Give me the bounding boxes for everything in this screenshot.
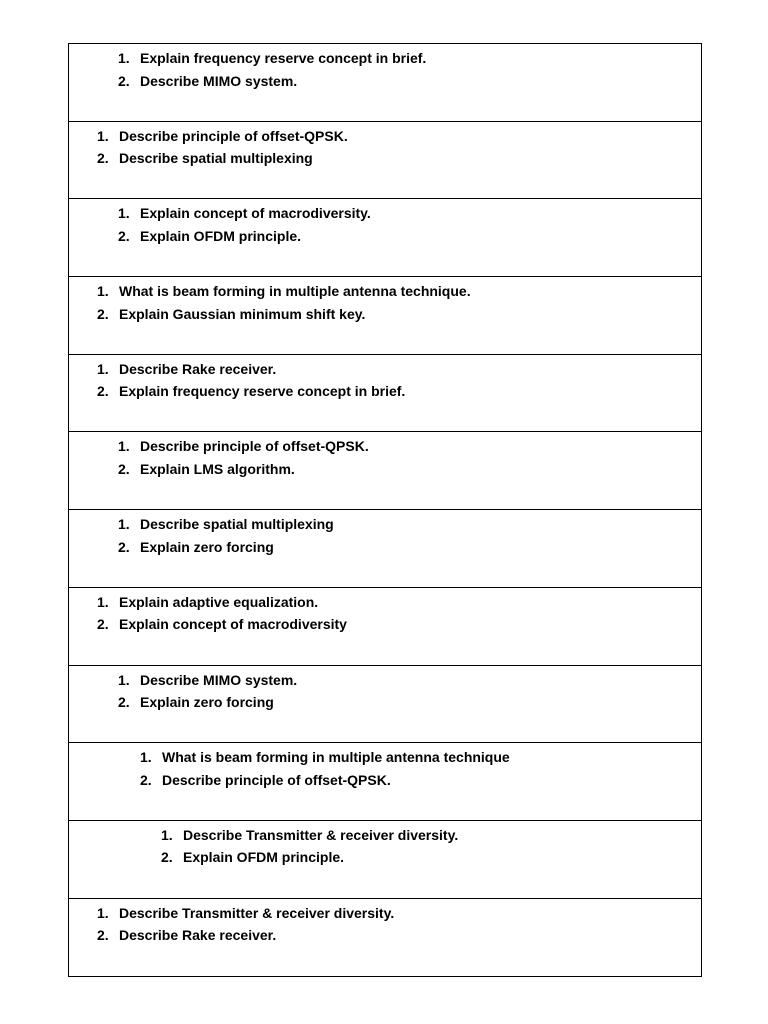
question-item xyxy=(118,458,369,481)
question-text: Explain Gaussian minimum shift key. xyxy=(119,305,366,322)
question-text: Explain frequency reserve concept in brief. xyxy=(140,50,427,66)
question-text: Describe spatial multiplexing xyxy=(140,516,334,533)
question-set-cell xyxy=(69,432,701,510)
question-item xyxy=(140,746,510,769)
question-set-cell xyxy=(69,277,701,355)
question-text: Describe Transmitter & receiver diversity. xyxy=(119,904,395,921)
question-text: Explain OFDM principle. xyxy=(183,849,345,866)
question-number: 1. xyxy=(97,360,109,377)
question-item xyxy=(161,824,458,847)
question-text: Describe Rake receiver. xyxy=(119,360,277,377)
question-number: 1. xyxy=(140,749,152,766)
question-item xyxy=(97,591,347,614)
question-number: 1. xyxy=(97,593,109,610)
question-table xyxy=(68,43,702,977)
question-list xyxy=(97,902,394,947)
question-text: Describe Rake receiver. xyxy=(119,927,277,944)
question-item xyxy=(118,513,334,536)
question-item xyxy=(97,380,405,403)
question-item xyxy=(118,691,297,714)
question-item xyxy=(118,669,297,692)
question-item xyxy=(97,358,405,381)
question-number: 1. xyxy=(161,826,173,843)
question-item xyxy=(97,303,471,326)
question-item xyxy=(97,613,347,636)
question-number: 2. xyxy=(97,616,109,633)
question-text: Describe principle of offset-QPSK. xyxy=(119,127,348,144)
question-item xyxy=(97,924,394,947)
question-number: 1. xyxy=(97,283,109,300)
question-item xyxy=(118,202,371,225)
question-number: 2. xyxy=(140,771,152,788)
question-number: 2. xyxy=(118,72,130,89)
question-list xyxy=(118,513,334,558)
question-number: 2. xyxy=(97,305,109,322)
question-number: 1. xyxy=(118,438,130,455)
question-item xyxy=(118,536,334,559)
question-text: Describe Transmitter & receiver diversity. xyxy=(183,826,459,843)
question-text: Explain LMS algorithm. xyxy=(140,460,295,477)
question-item xyxy=(97,147,348,170)
question-item xyxy=(97,125,348,148)
question-number: 1. xyxy=(97,904,109,921)
question-list xyxy=(118,202,371,247)
question-text: Explain concept of macrodiversity xyxy=(119,616,347,633)
question-number: 1. xyxy=(118,516,130,533)
question-number: 2. xyxy=(97,927,109,944)
question-item xyxy=(97,902,394,925)
question-text: Explain zero forcing xyxy=(140,694,274,710)
question-set-cell xyxy=(69,122,701,200)
question-list xyxy=(118,47,426,92)
question-item xyxy=(161,846,458,869)
question-number: 1. xyxy=(118,205,130,222)
question-list xyxy=(97,591,347,636)
question-text: Describe principle of offset-QPSK. xyxy=(162,771,391,788)
question-number: 2. xyxy=(97,150,109,167)
question-text: Explain frequency reserve concept in brief. xyxy=(119,383,406,400)
question-number: 1. xyxy=(118,50,130,66)
question-number: 1. xyxy=(118,671,130,688)
question-text: Describe spatial multiplexing xyxy=(119,150,313,167)
question-list xyxy=(140,746,510,791)
question-text: Explain adaptive equalization. xyxy=(119,593,319,610)
question-item xyxy=(118,70,426,93)
question-number: 2. xyxy=(97,383,109,400)
question-text: What is beam forming in multiple antenna technique xyxy=(162,749,510,766)
question-text: What is beam forming in multiple antenna technique. xyxy=(119,283,471,300)
question-number: 2. xyxy=(118,538,130,555)
question-set-cell xyxy=(69,666,701,744)
question-text: Explain concept of macrodiversity. xyxy=(140,205,371,222)
question-set-cell xyxy=(69,899,701,977)
question-list xyxy=(161,824,458,869)
question-list xyxy=(97,358,405,403)
question-text: Explain OFDM principle. xyxy=(140,227,302,244)
question-set-cell xyxy=(69,821,701,899)
question-set-cell xyxy=(69,355,701,433)
question-item xyxy=(118,225,371,248)
question-text: Explain zero forcing xyxy=(140,538,274,555)
question-text: Describe MIMO system. xyxy=(140,72,298,89)
question-item xyxy=(97,280,471,303)
question-number: 2. xyxy=(118,460,130,477)
question-text: Describe principle of offset-QPSK. xyxy=(140,438,369,455)
question-list xyxy=(97,280,471,325)
question-list xyxy=(118,669,297,714)
question-number: 1. xyxy=(97,127,109,144)
question-text: Describe MIMO system. xyxy=(140,671,298,688)
question-list xyxy=(97,125,348,170)
question-set-cell xyxy=(69,44,701,122)
question-item xyxy=(140,769,510,792)
question-list xyxy=(118,435,369,480)
question-set-cell xyxy=(69,199,701,277)
question-set-cell xyxy=(69,743,701,821)
question-number: 2. xyxy=(161,849,173,866)
question-set-cell xyxy=(69,510,701,588)
question-number: 2. xyxy=(118,694,130,710)
question-item xyxy=(118,47,426,70)
question-item xyxy=(118,435,369,458)
question-number: 2. xyxy=(118,227,130,244)
question-set-cell xyxy=(69,588,701,666)
